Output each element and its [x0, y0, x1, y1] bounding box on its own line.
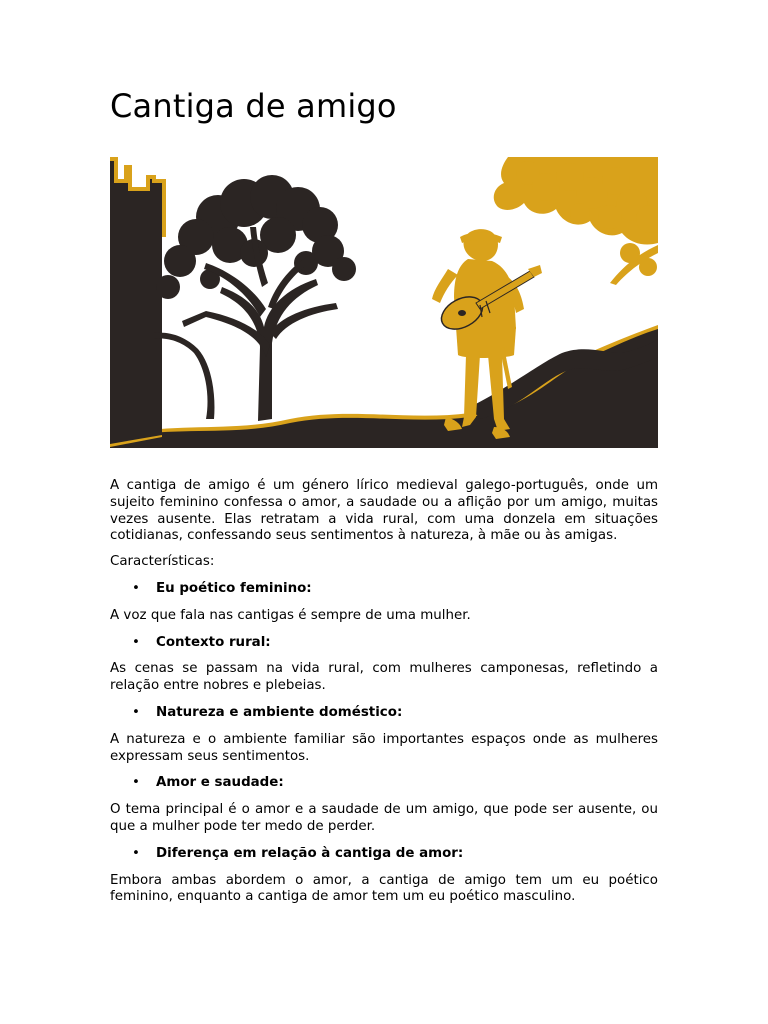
feature-list-item-3	[110, 705, 658, 722]
feature-list-item-4	[110, 775, 658, 792]
feature-title: • Amor e saudade:	[132, 775, 284, 791]
castle-tower-icon	[110, 157, 166, 447]
bullet-icon: •	[132, 845, 140, 861]
feature-title: • Eu poético feminino:	[132, 580, 312, 596]
page-title: Cantiga de amigo	[110, 87, 397, 125]
feature-description: Embora ambas abordem o amor, a cantiga de amigo tem um eu poético feminino, enquanto a cantiga de amor tem um eu poético masculino.	[110, 872, 658, 905]
feature-title: • Diferença em relação à cantiga de amor:	[132, 845, 464, 861]
feature-list-item-2	[110, 635, 658, 652]
feature-list-item-5	[110, 846, 658, 863]
feature-list-item-1	[110, 581, 658, 598]
characteristics-label: Características:	[110, 554, 215, 570]
feature-description: A natureza e o ambiente familiar são importantes espaços onde as mulheres expressam seus sentimentos.	[110, 731, 658, 764]
troubadour-illustration	[110, 157, 658, 448]
feature-description: O tema principal é o amor e a saudade de um amigo, que pode ser ausente, ou que a mulher pode ter medo de perder.	[110, 802, 658, 834]
intro-paragraph: A cantiga de amigo é um género lírico medieval galego-português, onde um sujeito feminino confessa o amor, a saudade ou a aflição por um amigo, muitas vezes ausente. Elas retratam a vida rural, com uma donzela em situações cotidianas, confessando seus sentimentos à natureza, à mãe ou às amigas.	[110, 478, 658, 544]
bullet-icon: •	[132, 704, 140, 720]
bullet-icon: •	[132, 775, 140, 791]
document-page	[110, 84, 658, 906]
feature-title: • Contexto rural:	[132, 634, 271, 650]
bullet-icon: •	[132, 580, 140, 596]
feature-description: A voz que fala nas cantigas é sempre de uma mulher.	[110, 607, 471, 623]
feature-description: As cenas se passam na vida rural, com mulheres camponesas, refletindo a relação entre nobres e plebeias.	[110, 661, 658, 694]
feature-title: • Natureza e ambiente doméstico:	[132, 704, 403, 720]
bullet-icon: •	[132, 634, 140, 650]
